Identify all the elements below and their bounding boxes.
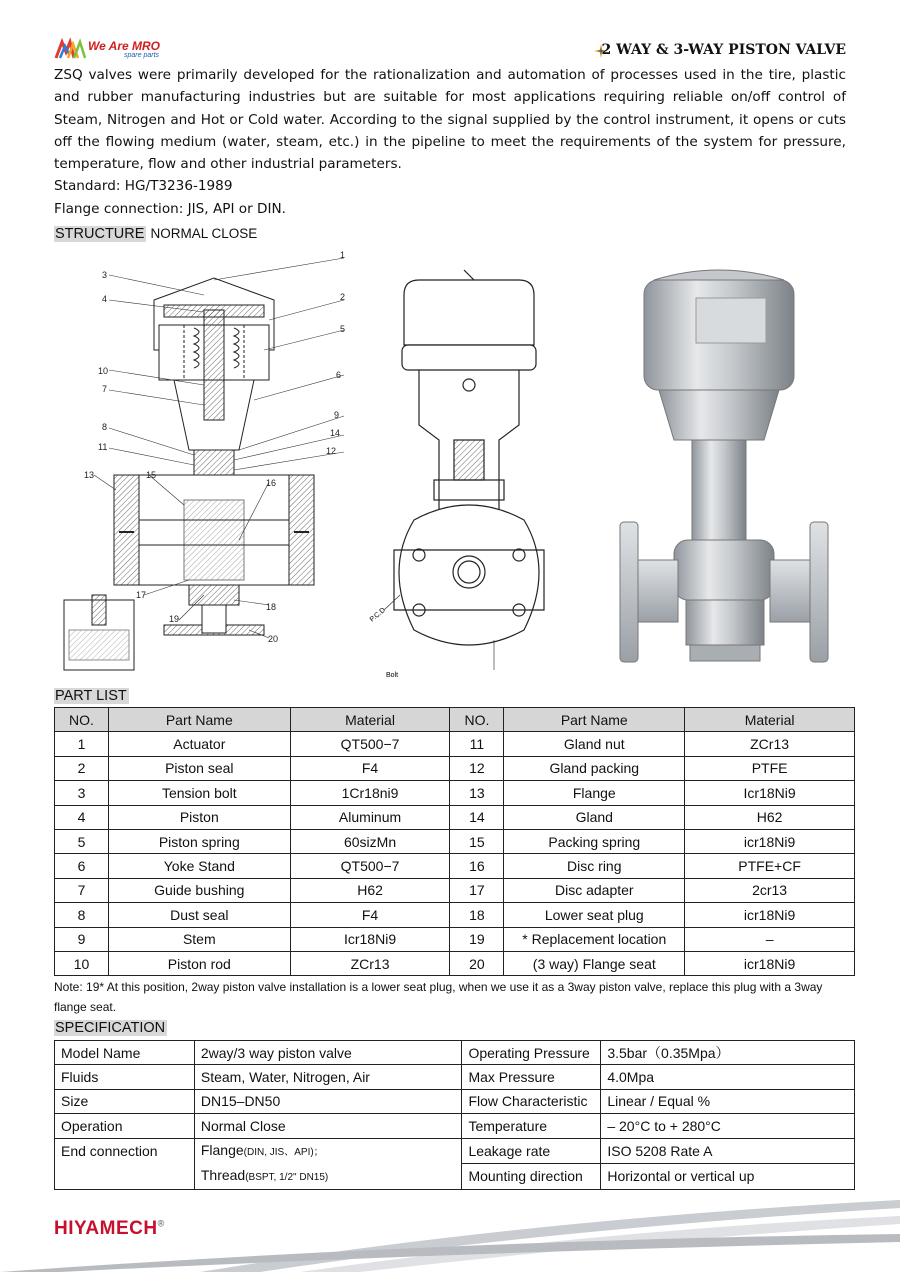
table-cell: 6 xyxy=(55,854,109,878)
callout-10: 10 xyxy=(98,366,109,376)
table-cell: Stem xyxy=(108,927,290,951)
table-row xyxy=(55,878,855,902)
table-cell: Icr18Ni9 xyxy=(290,927,450,951)
spec-row-end-connection xyxy=(55,1138,855,1164)
spec-label: Operating Pressure xyxy=(462,1041,601,1065)
part-list-tag: PART LIST xyxy=(55,688,127,704)
table-cell: – xyxy=(685,927,855,951)
table-cell: 10 xyxy=(55,951,109,975)
standard-line: Standard: HG/T3236-1989 xyxy=(54,178,233,195)
header-part-name: Part Name xyxy=(108,708,290,732)
spec-label: Flow Characteristic xyxy=(462,1089,601,1113)
callout-13: 13 xyxy=(84,470,95,480)
table-cell: 14 xyxy=(450,805,504,829)
table-cell: H62 xyxy=(290,878,450,902)
table-cell: 20 xyxy=(450,951,504,975)
callout-11: 11 xyxy=(98,442,108,452)
spec-label: Mounting direction xyxy=(462,1164,601,1190)
part-list-header-row xyxy=(55,708,855,732)
callout-19: 19 xyxy=(169,614,180,624)
table-cell: icr18Ni9 xyxy=(685,951,855,975)
callout-15: 15 xyxy=(146,470,157,480)
table-cell: Disc adapter xyxy=(504,878,685,902)
table-cell: 19 xyxy=(450,927,504,951)
table-cell: 4 xyxy=(55,805,109,829)
table-cell: Piston xyxy=(108,805,290,829)
intro-paragraph: ZSQ valves were primarily developed for the rationalization and automation of processes used in the tire, plastic and rubber manufacturing industries but are suitable for most applications requiring reliable on/off control of Steam, Nitrogen and Hot or Cold water. According to the signal supplied by the control instrument, it opens or cuts off the flowing medium (water, steam, etc.) in the pipeline to meet the requirements of the system for pressure, temperature, flow and other industrial parameters. xyxy=(54,67,846,173)
table-cell: 16 xyxy=(450,854,504,878)
table-cell: ZCr13 xyxy=(685,732,855,756)
callout-4: 4 xyxy=(102,294,108,304)
callout-20: 20 xyxy=(268,634,279,644)
table-row xyxy=(55,781,855,805)
mro-logo-icon xyxy=(54,38,88,60)
spec-value: 2way/3 way piston valve xyxy=(194,1041,462,1065)
table-cell: PTFE+CF xyxy=(685,854,855,878)
table-cell: 7 xyxy=(55,878,109,902)
page-header xyxy=(54,34,846,64)
table-cell: Piston seal xyxy=(108,756,290,780)
we-are-mro-logo xyxy=(54,38,194,62)
table-row xyxy=(55,732,855,756)
spec-label: End connection xyxy=(55,1138,195,1189)
table-cell: H62 xyxy=(685,805,855,829)
table-cell: 3 xyxy=(55,781,109,805)
table-cell: 12 xyxy=(450,756,504,780)
table-cell: QT500−7 xyxy=(290,854,450,878)
spec-label: Operation xyxy=(55,1114,195,1138)
callout-2: 2 xyxy=(340,292,346,302)
footer-brand: HIYAMECH xyxy=(54,1218,158,1239)
thread-detail: (BSPT, 1/2" DN15) xyxy=(245,1171,329,1183)
spec-value: DN15–DN50 xyxy=(194,1089,462,1113)
table-cell: Gland nut xyxy=(504,732,685,756)
spec-value xyxy=(194,1138,462,1189)
table-cell: Yoke Stand xyxy=(108,854,290,878)
spec-value: Normal Close xyxy=(194,1114,462,1138)
part-list-heading xyxy=(54,688,129,704)
callout-8: 8 xyxy=(102,422,108,432)
table-cell: Actuator xyxy=(108,732,290,756)
flange-detail: (DIN, JIS、API)； xyxy=(243,1146,324,1158)
part-list-table xyxy=(54,707,855,976)
spec-value: ISO 5208 Rate A xyxy=(601,1138,855,1164)
table-cell: Tension bolt xyxy=(108,781,290,805)
callout-18: 18 xyxy=(266,602,277,612)
logo-sub-text: spare parts xyxy=(124,52,160,59)
spec-label: Fluids xyxy=(55,1065,195,1089)
table-cell: 17 xyxy=(450,878,504,902)
table-cell: ZCr13 xyxy=(290,951,450,975)
table-cell: 15 xyxy=(450,829,504,853)
callout-3: 3 xyxy=(102,270,108,280)
hiyamech-logo xyxy=(54,1218,165,1240)
table-cell: icr18Ni9 xyxy=(685,829,855,853)
table-cell: Dust seal xyxy=(108,903,290,927)
table-cell: Piston rod xyxy=(108,951,290,975)
table-cell: Lower seat plug xyxy=(504,903,685,927)
table-cell: 5 xyxy=(55,829,109,853)
table-cell: 8 xyxy=(55,903,109,927)
table-cell: Packing spring xyxy=(504,829,685,853)
spec-row xyxy=(55,1065,855,1089)
header-part-name-2: Part Name xyxy=(504,708,685,732)
table-cell: 2 xyxy=(55,756,109,780)
table-row xyxy=(55,927,855,951)
table-cell: QT500−7 xyxy=(290,732,450,756)
table-cell: Disc ring xyxy=(504,854,685,878)
specification-tag: SPECIFICATION xyxy=(55,1020,166,1036)
flange-line: Flange connection: JIS, API or DIN. xyxy=(54,200,286,217)
spec-label: Temperature xyxy=(462,1114,601,1138)
spec-label: Size xyxy=(55,1089,195,1113)
table-cell: 2cr13 xyxy=(685,878,855,902)
table-cell: F4 xyxy=(290,903,450,927)
callout-14: 14 xyxy=(330,428,341,438)
spec-row xyxy=(55,1041,855,1065)
table-cell: (3 way) Flange seat xyxy=(504,951,685,975)
callout-16: 16 xyxy=(266,478,277,488)
note-text: Note: 19* At this position, 2way piston valve installation is a lower seat plug, when we use it as a 3way piston valve, replace this plug with a 3way flange seat. xyxy=(54,980,823,1014)
outline-drawing xyxy=(384,270,544,670)
structure-heading xyxy=(54,226,257,242)
structure-label: NORMAL CLOSE xyxy=(150,226,258,241)
table-cell: PTFE xyxy=(685,756,855,780)
spec-value: 4.0Mpa xyxy=(601,1065,855,1089)
document-title: 2 WAY & 3-WAY PISTON VALVE xyxy=(601,42,846,58)
table-row xyxy=(55,951,855,975)
table-cell: Piston spring xyxy=(108,829,290,853)
logo-main-text: We Are MRO xyxy=(88,39,161,53)
callout-7: 7 xyxy=(102,384,108,394)
callout-6: 6 xyxy=(336,370,342,380)
table-cell: 13 xyxy=(450,781,504,805)
valve-photo xyxy=(620,270,828,662)
pcd-label: P.C.D xyxy=(368,606,387,624)
spec-label: Max Pressure xyxy=(462,1065,601,1089)
specification-table xyxy=(54,1040,855,1190)
table-cell: Aluminum xyxy=(290,805,450,829)
table-row xyxy=(55,903,855,927)
intro-section xyxy=(54,64,846,220)
table-cell: Icr18Ni9 xyxy=(685,781,855,805)
sectional-drawing xyxy=(64,278,314,670)
table-cell: 1 xyxy=(55,732,109,756)
callout-1: 1 xyxy=(340,250,346,260)
header-material: Material xyxy=(290,708,450,732)
table-row xyxy=(55,805,855,829)
valve-figures xyxy=(54,250,854,688)
spec-label: Model Name xyxy=(55,1041,195,1065)
callout-17: 17 xyxy=(136,590,147,600)
table-cell: 60sizMn xyxy=(290,829,450,853)
flange-main: Flange xyxy=(200,1141,244,1158)
registered-mark: ® xyxy=(157,1218,165,1229)
callout-5: 5 xyxy=(340,324,346,334)
table-row xyxy=(55,829,855,853)
specification-heading xyxy=(54,1020,167,1036)
thread-main: Thread xyxy=(200,1166,246,1183)
table-cell: 11 xyxy=(450,732,504,756)
spec-value: Steam, Water, Nitrogen, Air xyxy=(194,1065,462,1089)
spec-value: Horizontal or vertical up xyxy=(601,1164,855,1190)
spec-value: 3.5bar（0.35Mpa） xyxy=(601,1041,855,1065)
table-cell: Flange xyxy=(504,781,685,805)
table-cell: Gland packing xyxy=(504,756,685,780)
table-cell: F4 xyxy=(290,756,450,780)
table-cell: Gland xyxy=(504,805,685,829)
table-cell: 1Cr18ni9 xyxy=(290,781,450,805)
header-material-2: Material xyxy=(685,708,855,732)
table-cell: icr18Ni9 xyxy=(685,903,855,927)
table-row xyxy=(55,854,855,878)
spec-label: Leakage rate xyxy=(462,1138,601,1164)
header-no: NO. xyxy=(55,708,109,732)
bolt-label: Bolt xyxy=(386,672,399,679)
spec-row xyxy=(55,1114,855,1138)
structure-tag: STRUCTURE xyxy=(55,226,145,242)
table-row xyxy=(55,756,855,780)
table-cell: * Replacement location xyxy=(504,927,685,951)
callout-9: 9 xyxy=(334,410,340,420)
spec-value: – 20°C to + 280°C xyxy=(601,1114,855,1138)
spec-value: Linear / Equal % xyxy=(601,1089,855,1113)
table-cell: Guide bushing xyxy=(108,878,290,902)
spec-row xyxy=(55,1089,855,1113)
callout-12: 12 xyxy=(326,446,337,456)
table-cell: 18 xyxy=(450,903,504,927)
header-no-2: NO. xyxy=(450,708,504,732)
table-cell: 9 xyxy=(55,927,109,951)
